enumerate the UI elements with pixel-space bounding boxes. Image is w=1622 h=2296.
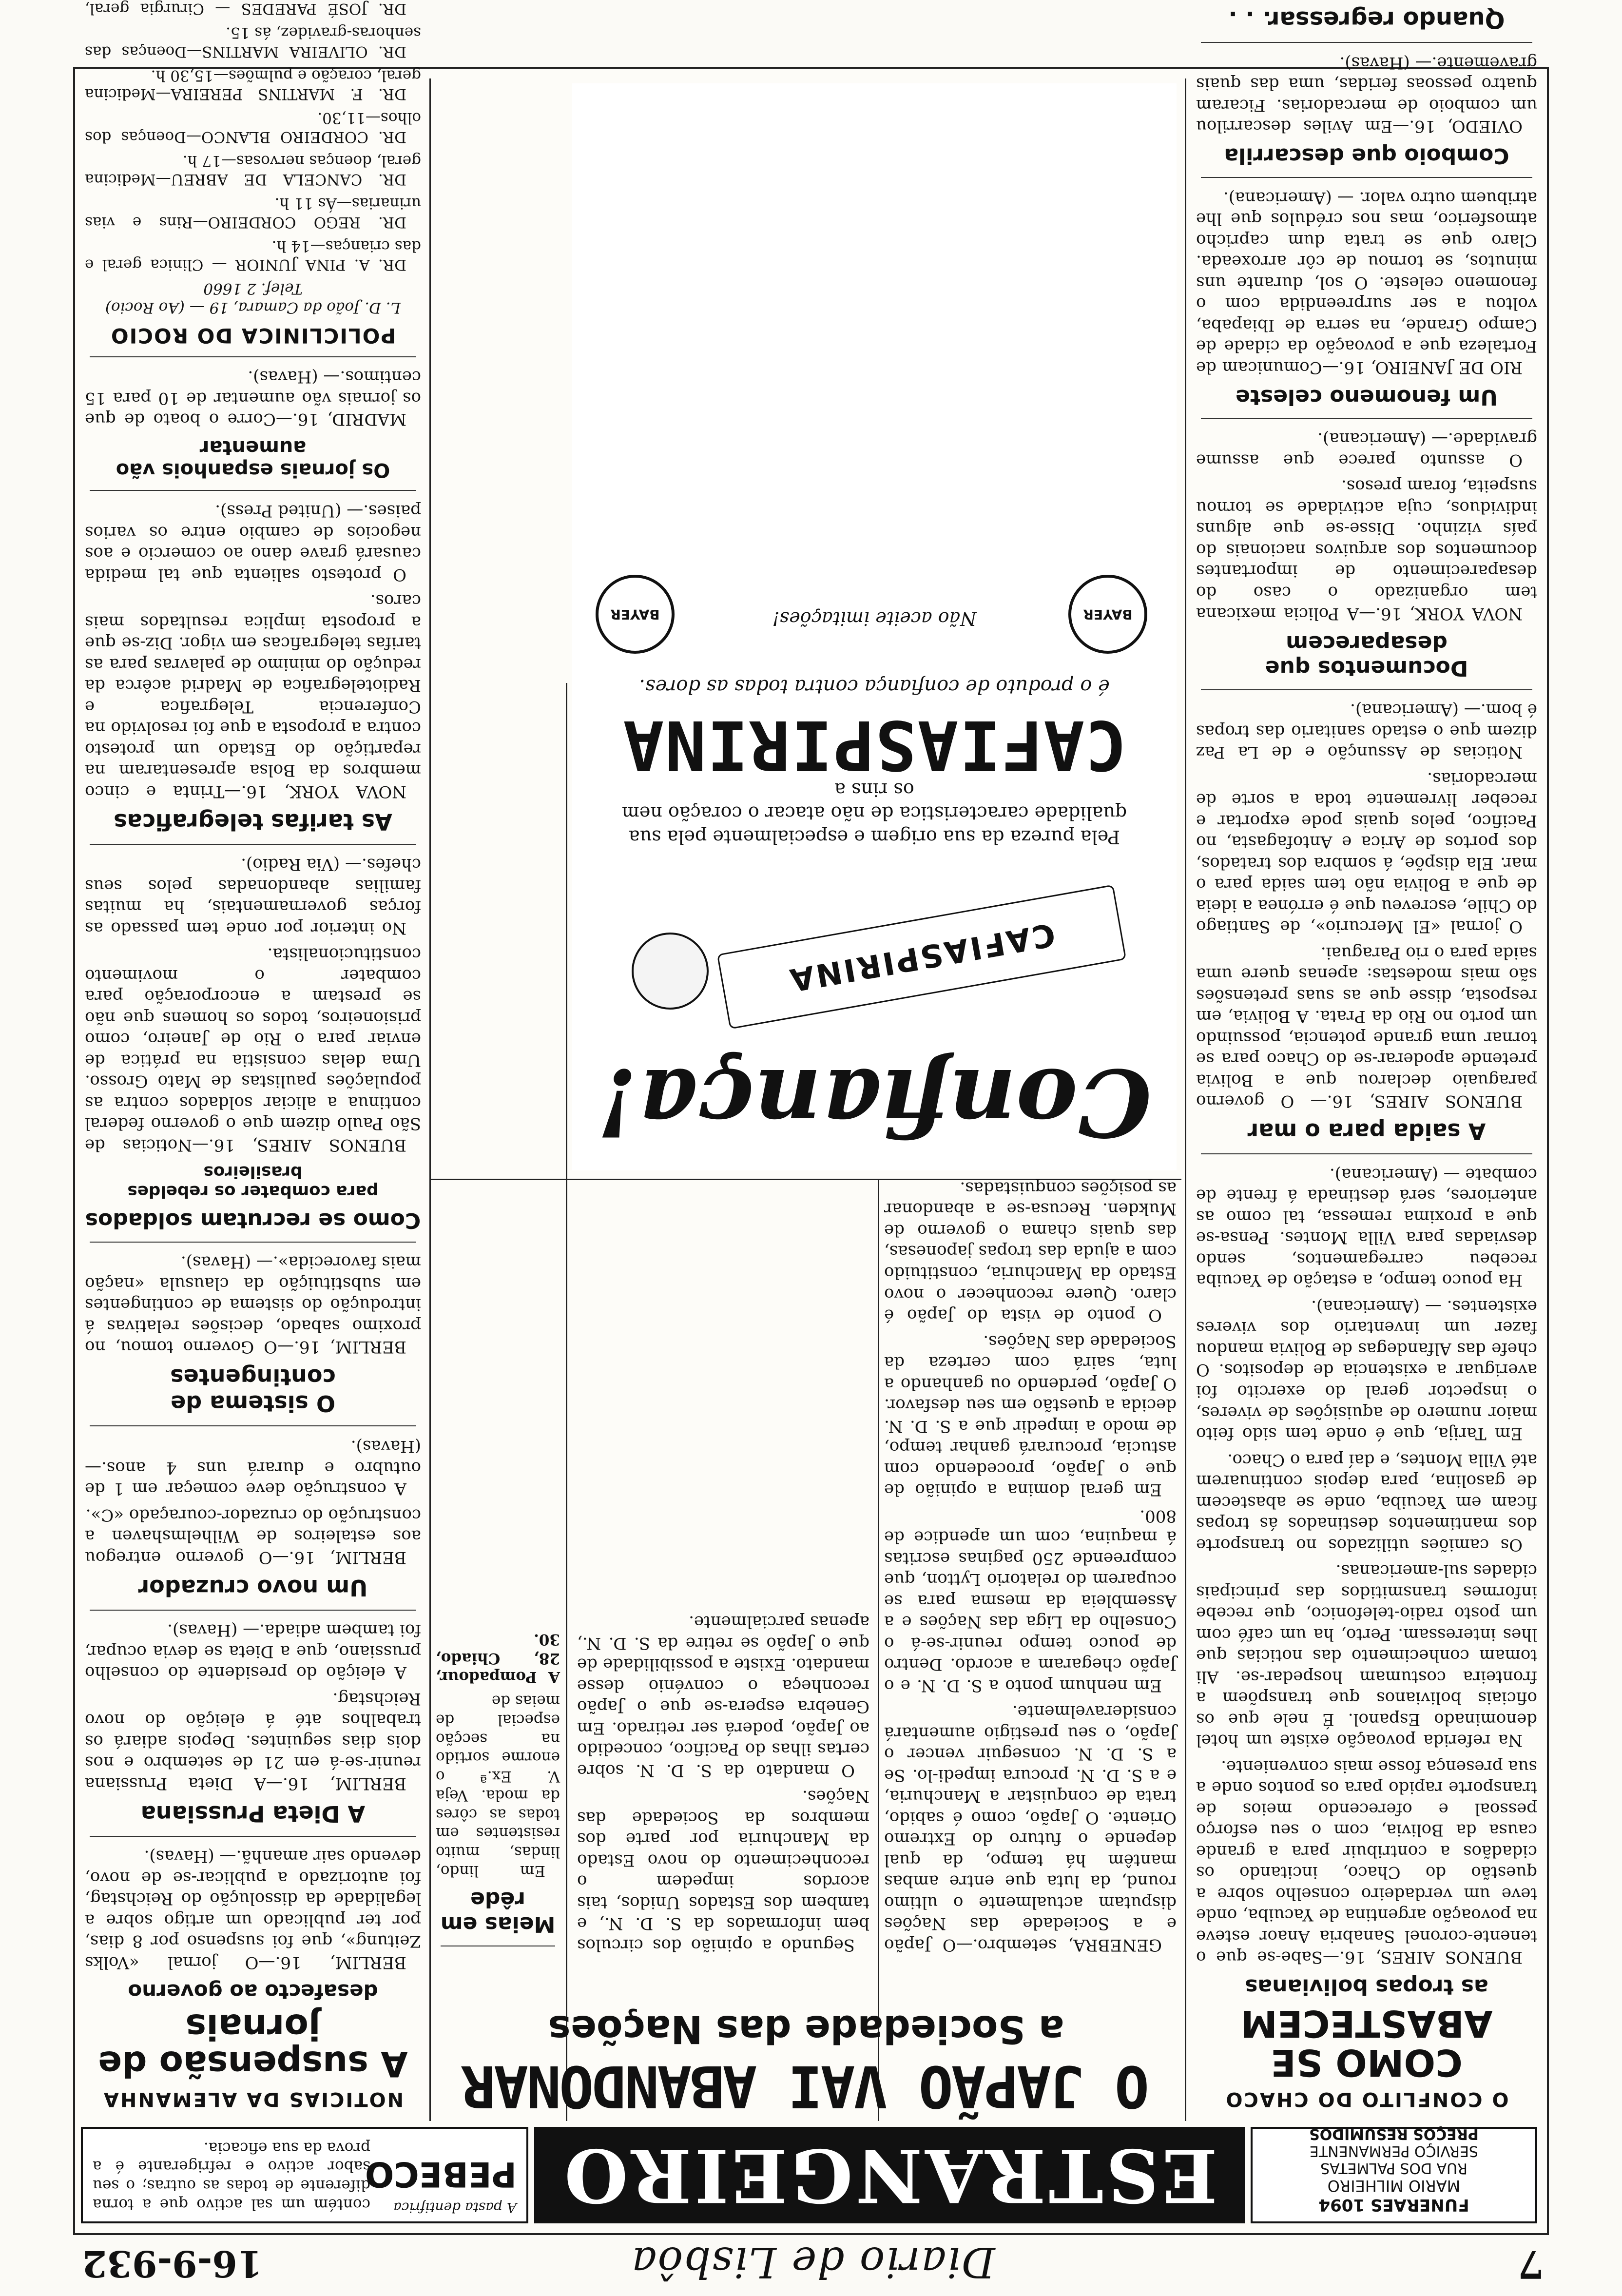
paragraph: Ha pouco tempo, a estação de Yacuiba recebeu carregamentos, sendo desviadas para Villa Montes. Pensa-se que a proxima remessa, tal como as anteriores, será destinada á frente de combate — (Americana). xyxy=(1196,1164,1537,1290)
subhead-tropas: as tropas bolivianas xyxy=(1245,1974,1488,2000)
paragraph: NOVA YORK, 16.—Trinta e cinco membros da Bolsa apresentaram na repartição do Estado um protesto contra a proposta a que foi resolvido na Conferencia Telegrafica e Radiotelegrafica de Madrid acêrca da redução do minimo de palavras para as tarifas telegraficas em vigor. Diz-se que a proposta implica resultados mais caros. xyxy=(85,591,421,801)
headline-tarifas: As tarifas telegraficas xyxy=(114,808,392,835)
issue-date: 16-9-932 xyxy=(82,2242,263,2284)
funerais-line5: PREÇOS RESUMIDOS xyxy=(1309,2125,1479,2142)
headline-jornais-espanhois: Os jornais espanhois vão aumentar xyxy=(116,436,390,482)
separator xyxy=(1201,177,1532,178)
pebeco-ad xyxy=(81,2127,528,2223)
doctor-entry: DR. OLIVEIRA MARTINS—Doenças das senhoras-gravidez, ás 15. xyxy=(85,24,421,60)
cafiaspirina-ad xyxy=(572,83,1177,1170)
paragraph: O jornal «El Mercurio», de Santiago do Chile, escreveu que é errónea a ideia de que a Bolivia não tem saida para o mar. Ela dispõe, á sombra dos tratados, dos portos de Arica e Antofagasta, no Pacifico, pelos quais pode exportar e receber livremente toda a sorte de mercadorias. xyxy=(1196,768,1537,937)
paragraph: BUENOS AIRES, 16.— O governo paraguaio declarou que a Bolivia pretende apoderar-se do Chaco para se tornar uma grande potencia, possuindo um porto no Rio da Prata. A Bolivia, em resposta, disse que as suas pretensões são mais modestas: apenas quere uma saida para o rio Paraguai. xyxy=(1196,943,1537,1111)
paragraph: O ponto de vista do Japão é claro. Quere reconhecer o novo Estado da Manchuria, constituido com a ajuda das tropas japonesas, das quais chama o governo de Mukden. Recusa-se a abandonar as posições conquistadas. xyxy=(884,1178,1177,1325)
paragraph: OVIEDO, 16.—Em Aviles descarrilou um comboio de mercadorias. Ficaram quatro pessoas feridas, uma das quais gravemente.— (Havas). xyxy=(1196,53,1537,136)
paragraph: MADRID, 16.—Corre o boato de que os jornais vão aumentar de 10 para 15 centimos.— (Havas). xyxy=(85,367,421,429)
headline-cruzador: Um novo cruzador xyxy=(138,1574,368,1601)
headline-dieta: A Dieta Prussiana xyxy=(140,1800,366,1827)
headline-abastecem: COMO SE ABASTECEM xyxy=(1240,2002,1493,2084)
paragraph: A construção deve começar em 1 de outubro e durará uns 4 anos.— (Havas). xyxy=(85,1437,421,1499)
paragraph: No interior por onde tem passado as forças governamentais, ha muitas familias abandonadas pelos seus chefes.— (Via Radio). xyxy=(85,855,421,938)
doctor-entry: DR. JOSÉ PAREDES — Cirurgia geral, xyxy=(85,0,406,18)
page-frame xyxy=(73,0,1549,2235)
headline-confianca: Confiança! xyxy=(597,1048,1152,1157)
page-number: 7 xyxy=(1517,2242,1544,2286)
estrangeiro-banner xyxy=(534,2127,1245,2223)
paragraph: GENEBRA, setembro.—O Japão e a Sociedade das Nações disputam actualmente o ultimo round, da luta que entre ambas mantêm há tempo, da qual depende o futuro do Extremo Oriente. O Japão, como é sabido, trata de conquistar a Manchuria, e a S. D. N. procura impedi-lo. Se a S. D. N. conseguir vencer o Japão, o seu prestigio aumentará consideravelmente. xyxy=(884,1702,1177,1955)
paragraph: BUENOS AIRES, 16.—Sabe-se que o tenente-coronel Sanabria Anaor esteve na povoação argentina de Yacuiba, onde teve um verdadeiro conselho sobre a questão do Chaco, incitando os cidadãos a contribuir para a grande causa da Bolivia, com o seu esforço pessoal e oferecendo meios de transporte rapido para os pontos onde a sua presença fosse mais conveniente. xyxy=(1196,1756,1537,1967)
funerais-ad xyxy=(1251,2127,1537,2223)
headline-policlinica: POLICLINICA DO ROCIO xyxy=(110,323,396,348)
headline-saida-mar: A saida para o mar xyxy=(1247,1118,1486,1145)
cafiaspirina-warning: Não aceite imitações! xyxy=(772,608,977,629)
separator xyxy=(1201,418,1532,419)
headline-japao: O JAPÃO VAI ABANDONAR xyxy=(463,2053,1149,2120)
subhead-desafecto: desafecto ao governo xyxy=(128,1979,378,2004)
doctor-entry: DR. A. PINA JUNIOR — Clinica geral e das crianças—14 h. xyxy=(85,237,421,274)
cafiaspirina-intro: Pela pureza da sua origem e especialmente pela sua qualidade caracteristica de não atacar o coração nem os rins a xyxy=(621,778,1127,848)
kicker-alemanha: NOTICIAS DA ALEMANHA xyxy=(102,2088,404,2110)
paragraph: Em Tarija, que é onde tem sido feito maior numero de aquisições de viveres, o inspector geral do exercito foi averiguar a existencia de depositos. O chefe das Alfandegas de Bolivia mandou fazer um inventario dos viveres existentes. — (Americana). xyxy=(1196,1296,1537,1444)
doctor-entry: DR. CANCELA DE ABREU—Medicina geral, doenças nervosas—17 h. xyxy=(85,152,421,189)
paragraph: BERLIM, 16.—O Governo tomou, no proximo sabado, decisões relativas á introdução do sistema de contingentes em substituição da clausula «nação mais favorecida».— (Havas). xyxy=(85,1252,421,1357)
kicker-chaco: O CONFLITO DO CHACO xyxy=(1224,2088,1509,2110)
column-japan-3 xyxy=(436,688,560,1955)
funerais-line3: RUA DOS PALMETAS xyxy=(1320,2160,1468,2177)
paragraph: O protesto salienta que tal medida causará grave dano ao comercio e aos negocios de cambio entre os varios paises.— (United Press). xyxy=(85,501,421,584)
cafiaspirina-brand: CAFIASPIRINA xyxy=(622,705,1127,784)
japan-headline-block xyxy=(436,1960,1177,2120)
column-rule-4 xyxy=(429,78,431,2121)
headline-suspensao: A suspensão de jornais xyxy=(98,2006,408,2084)
separator xyxy=(1201,689,1532,690)
doctor-entry: DR. CORDEIRO BLANCO—Doenças dos olhos—11,30. xyxy=(85,109,421,146)
pompadour-address: A Pompadour, 28, Chiado, 30. xyxy=(436,1631,560,1686)
separator xyxy=(1201,1153,1532,1154)
newspaper-title: Diario de Lisbôa xyxy=(631,2238,995,2286)
pebeco-brand: PEBECO xyxy=(365,2154,517,2194)
paragraph: A eleição do presidente do conselho prussiano, que a Dieta se devia ocupar, foi tambem adiada.— (Havas). xyxy=(85,1620,421,1683)
paragraph: BERLIM, 16.—A Dieta Prussiana reunir-se-á em 21 de setembro e nos dois dias seguintes. Depois adiará os trabalhos até á eleição do novo Reichstag. xyxy=(85,1689,421,1793)
column-rule-1 xyxy=(1185,78,1186,2121)
paragraph: Os camiões utilizados no transporte dos mantimentos destinados ás tropas ficam em Yacuiba, onde se abastecem de gasolina, para depois continuarem até Villa Montes, e daí para o Chaco. xyxy=(1196,1450,1537,1555)
paragraph: Noticias de Assunção e de La Paz dizem que o estado sanitario das tropas é bom.— (Americana). xyxy=(1196,700,1537,762)
pebeco-text: contém um sal activo que a torna diferente de todas as outras; o seu sabor activo e refrigerante é a prova da sua eficacia. xyxy=(93,2139,370,2213)
bayer-logo-right xyxy=(596,575,675,654)
funerais-line4: SERVIÇO PERMANENTE xyxy=(1309,2142,1479,2160)
masthead xyxy=(77,2238,1549,2286)
cafiaspirina-tube xyxy=(717,884,1127,1029)
paragraph: BERLIM, 16.—O governo entregou aos estaleiros de Wilhelmshaven a construção do cruzador-couraçado «C». xyxy=(85,1505,421,1567)
tube-label: CAFIASPIRINA xyxy=(785,915,1058,998)
column-japan-1 xyxy=(884,1178,1177,1955)
column-chaco xyxy=(1196,6,1537,2116)
paragraph: RIO DE JANEIRO, 16.—Comunicam de Fortaleza que a povoação da cidade de Campo Grande, na serra de Ibiapaba, voltou a ser surpreendida com o fenomeno celeste. O sol, durante uns minutos, se tornou de côr arroxeada. Claro que se trata dum capricho atmosferico, mas nos crédulos que lhe atribuem outro valor. — (Americana). xyxy=(1196,188,1537,377)
paragraph: NOVA YORK, 16.—A Policia mexicana tem organizado o caso do desaparecimento de importantes documentos dos arquivos nacionais do país vizinho. Disse-se que alguns individuos, cuja actividade se tornou suspeita, foram presos. xyxy=(1196,476,1537,623)
funerais-line1: FUNERAES 1094 xyxy=(1318,2195,1469,2215)
policlinica-address: L. D. João da Camara, 19 — (Ao Rocio) Telef. 2 1660 xyxy=(105,280,401,316)
paragraph: Em geral domina a opinião de que o Japão, procedendo com astucia, procurará ganhar tempo, de modo a impedir que a S. D. N. decida a questão em seu desfavor. O Japão, perdendo ou ganhando a luta, sairá com certeza da Sociedade das Nações. xyxy=(884,1331,1177,1500)
paragraph: O assunto parece que assume gravidade.— (Americana). xyxy=(1196,429,1537,470)
separator xyxy=(1201,42,1532,43)
separator xyxy=(90,490,416,491)
doctor-entry: DR. REGO CORDEIRO—Rins e vias urinarias—Ás 11 h. xyxy=(85,195,421,231)
paragraph: BERLIM, 16.—O jornal «Volks Zeitung», que foi suspenso por 8 dias, por ter publicado um artigo sobre a legalidade da dissolução do Reichstag, foi autorizado a publicar-se de novo, devendo sair amanhã.— (Havas). xyxy=(85,1847,421,1972)
paragraph: Segundo a opinião dos circulos bem informados da S. D. N., e tambem dos Estados Unidos, tais acordos impedem o reconhecimento do novo Estado da Manchuria por parte dos membros da Sociedade das Nações. xyxy=(577,1787,869,1955)
column-japan-2 xyxy=(577,1185,869,1955)
paragraph: Em lindo, lindas, muito resistentes em todas as côres da moda. Veja V. Ex.ª o enorme sortido na secção especial de meias de xyxy=(436,1692,560,1880)
tablet-icon xyxy=(632,933,709,1010)
subhead-sociedade: a Sociedade das Nações xyxy=(548,2007,1064,2051)
column-alemanha xyxy=(85,0,421,2116)
separator xyxy=(90,1242,416,1243)
headline-documentos: Documentos que desaparecem xyxy=(1265,630,1468,681)
headline-recrutam: Como se recrutam soldados xyxy=(85,1207,421,1233)
pebeco-intro: A pasta dentifrica xyxy=(393,2199,517,2216)
headline-quando-regressar: Quando regressar. . . xyxy=(1228,6,1505,34)
headline-meias: Meias em rêde xyxy=(440,1887,556,1937)
separator xyxy=(90,1610,416,1611)
estrangeiro-title: ESTRANGEIRO xyxy=(561,2132,1218,2218)
separator xyxy=(90,1426,416,1427)
doctor-entry: DR. F. MARTINS PEREIRA—Medicina geral, coração e pulmões—15,30 h. xyxy=(85,66,421,103)
headline-comboio: Comboio que descarrila xyxy=(1224,143,1509,169)
bayer-text-horizontal: BAYER xyxy=(610,606,660,623)
paragraph: BUENOS AIRES, 16.—Noticias de São Paulo dizem que o governo federal continua a aliciar soldados contra as populações paulistas de Mato Grosso. Uma delas consistia na prática de enviar para o Rio de Janeiro, como prisioneiros, todos os homens que não se prestam a encorporação para combater o movimento constitucionalista. xyxy=(85,944,421,1155)
bayer-text-horizontal: BAYER xyxy=(1083,606,1133,623)
paragraph: Na referida povoação existe um hotel denominado Espanol. É nele que os oficiais bolivianos que transpõem a fronteira costumam hospedar-se. Ali tomam conhecimento das noticias que lhes interessam. Perto, ha um café com um posto radio-telefonico, que recebe informes transmitidos das principais cidades sul-americanas. xyxy=(1196,1561,1537,1751)
paragraph: O mandato da S. D. N. sobre certas ilhas do Pacifico, concedido ao Japão, poderá ser retirado. Em Genebra espera-se que o Japão reconheça o convénio desse mandato. Existe a possibilidade de que o Japão se retire da S. D. N., apenas parcialmente. xyxy=(577,1612,869,1780)
separator xyxy=(90,356,416,357)
subhead-rebeldes: para combater os rebeldes brasileiros xyxy=(127,1162,379,1201)
paragraph: Em nenhum ponto a S. D. N. e o Japão chegaram a acordo. Dentro de pouco tempo reunir-se-á o Conselho da Liga das Nações e a Assembleia da mesma para se ocuparem do relatorio Lytton, que compreende 250 paginas escritas á maquina, com um apendice de 800. xyxy=(884,1506,1177,1695)
headline-contingentes: O sistema de contingentes xyxy=(170,1364,336,1417)
column-rule-3 xyxy=(566,683,567,2121)
funerais-line2: MARIO MILHEIRO xyxy=(1327,2177,1461,2195)
separator xyxy=(90,1836,416,1837)
separator xyxy=(90,844,416,845)
headline-fenomeno: Um fenomeno celeste xyxy=(1236,384,1498,409)
cafiaspirina-slogan: é o produto de confiança contra todas as dores. xyxy=(639,675,1110,698)
